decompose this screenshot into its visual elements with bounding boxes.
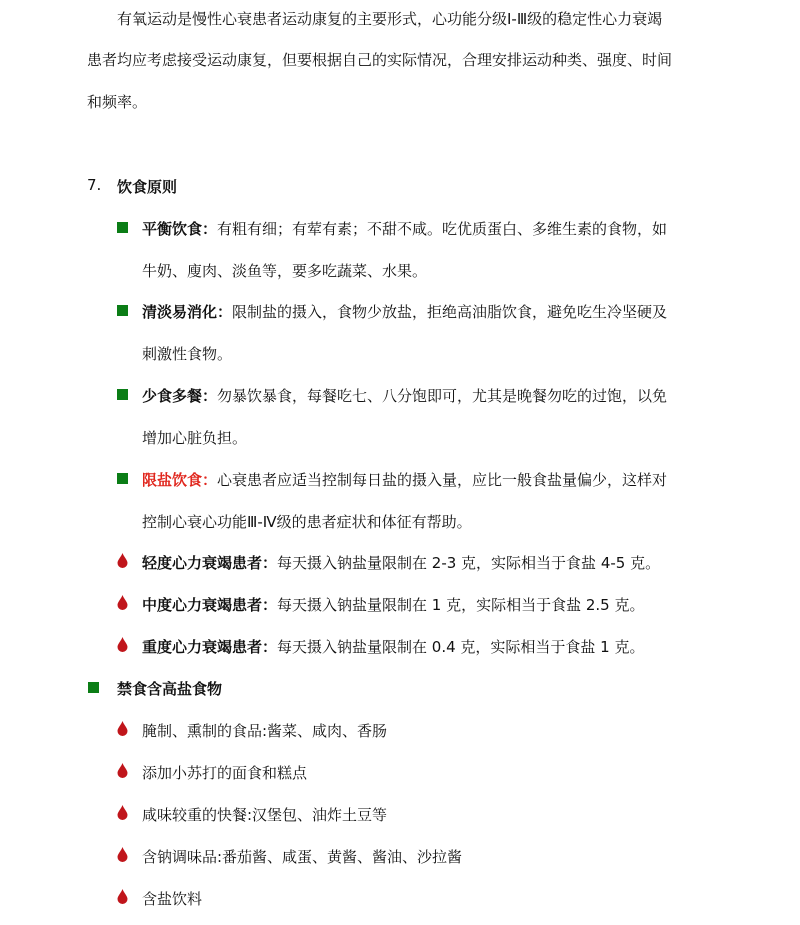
principle-continuation: 增加心脏负担。: [142, 429, 248, 447]
salt-level-line: [142, 552, 660, 573]
square-bullet-icon: [117, 305, 128, 316]
principle-text: 心衰患者应适当控制每日盐的摄入量，应比一般食盐量偏少，这样对: [217, 471, 668, 489]
salt-level-text: 每天摄入钠盐量限制在 0.4 克，实际相当于食盐 1 克。: [277, 638, 645, 656]
principle-continuation: 控制心衰心功能Ⅲ-Ⅳ级的患者症状和体征有帮助。: [142, 513, 472, 531]
drop-bullet-icon: [117, 847, 128, 862]
forbidden-item: 咸味较重的快餐:汉堡包、油炸土豆等: [142, 806, 388, 824]
principle-line: [142, 301, 667, 322]
principle-line: [142, 218, 667, 239]
intro-line-2: 患者均应考虑接受运动康复，但要根据自己的实际情况，合理安排运动种类、强度、时间: [87, 51, 673, 69]
principle-continuation: 刺激性食物。: [142, 345, 233, 363]
drop-bullet-icon: [117, 595, 128, 610]
section-number: 7.: [87, 176, 102, 194]
intro-line-3: 和频率。: [87, 93, 148, 111]
drop-bullet-icon: [117, 805, 128, 820]
principle-line: [142, 385, 667, 406]
principle-label: 平衡饮食：: [142, 220, 218, 238]
principle-text: 有粗有细；有荤有素；不甜不咸。吃优质蛋白、多维生素的食物，如: [217, 220, 668, 238]
section-title: 饮食原则: [117, 178, 178, 196]
square-bullet-icon: [88, 682, 99, 693]
salt-level-text: 每天摄入钠盐量限制在 2-3 克，实际相当于食盐 4-5 克。: [277, 554, 661, 572]
drop-bullet-icon: [117, 763, 128, 778]
salt-level-label: 轻度心力衰竭患者：: [142, 554, 278, 572]
square-bullet-icon: [117, 473, 128, 484]
salt-level-line: [142, 636, 645, 657]
salt-level-label: 重度心力衰竭患者：: [142, 638, 278, 656]
square-bullet-icon: [117, 389, 128, 400]
salt-level-label: 中度心力衰竭患者：: [142, 596, 278, 614]
forbidden-item: 腌制、熏制的食品:酱菜、咸肉、香肠: [142, 722, 388, 740]
principle-line: [142, 469, 667, 490]
forbidden-item: 添加小苏打的面食和糕点: [142, 764, 308, 782]
square-bullet-icon: [117, 222, 128, 233]
principle-label: 清淡易消化：: [142, 303, 233, 321]
principle-continuation: 牛奶、廋肉、淡鱼等，要多吃蔬菜、水果。: [142, 262, 428, 280]
forbidden-item: 含钠调味品:番茄酱、咸蛋、黄酱、酱油、沙拉酱: [142, 848, 463, 866]
principle-text: 限制盐的摄入，食物少放盐，拒绝高油脂饮食，避免吃生冷坚硬及: [232, 303, 668, 321]
principle-text: 勿暴饮暴食，每餐吃七、八分饱即可，尤其是晚餐勿吃的过饱，以免: [217, 387, 668, 405]
salt-level-text: 每天摄入钠盐量限制在 1 克，实际相当于食盐 2.5 克。: [277, 596, 645, 614]
drop-bullet-icon: [117, 721, 128, 736]
drop-bullet-icon: [117, 553, 128, 568]
drop-bullet-icon: [117, 637, 128, 652]
intro-line-1: 有氧运动是慢性心衰患者运动康复的主要形式，心功能分级Ⅰ-Ⅲ级的稳定性心力衰竭: [117, 10, 663, 28]
principle-label: 少食多餐：: [142, 387, 218, 405]
principle-label-highlight: 限盐饮食：: [142, 471, 218, 489]
forbidden-title: 禁食含高盐食物: [117, 680, 223, 698]
drop-bullet-icon: [117, 889, 128, 904]
forbidden-item: 含盐饮料: [142, 890, 203, 908]
salt-level-line: [142, 594, 645, 615]
